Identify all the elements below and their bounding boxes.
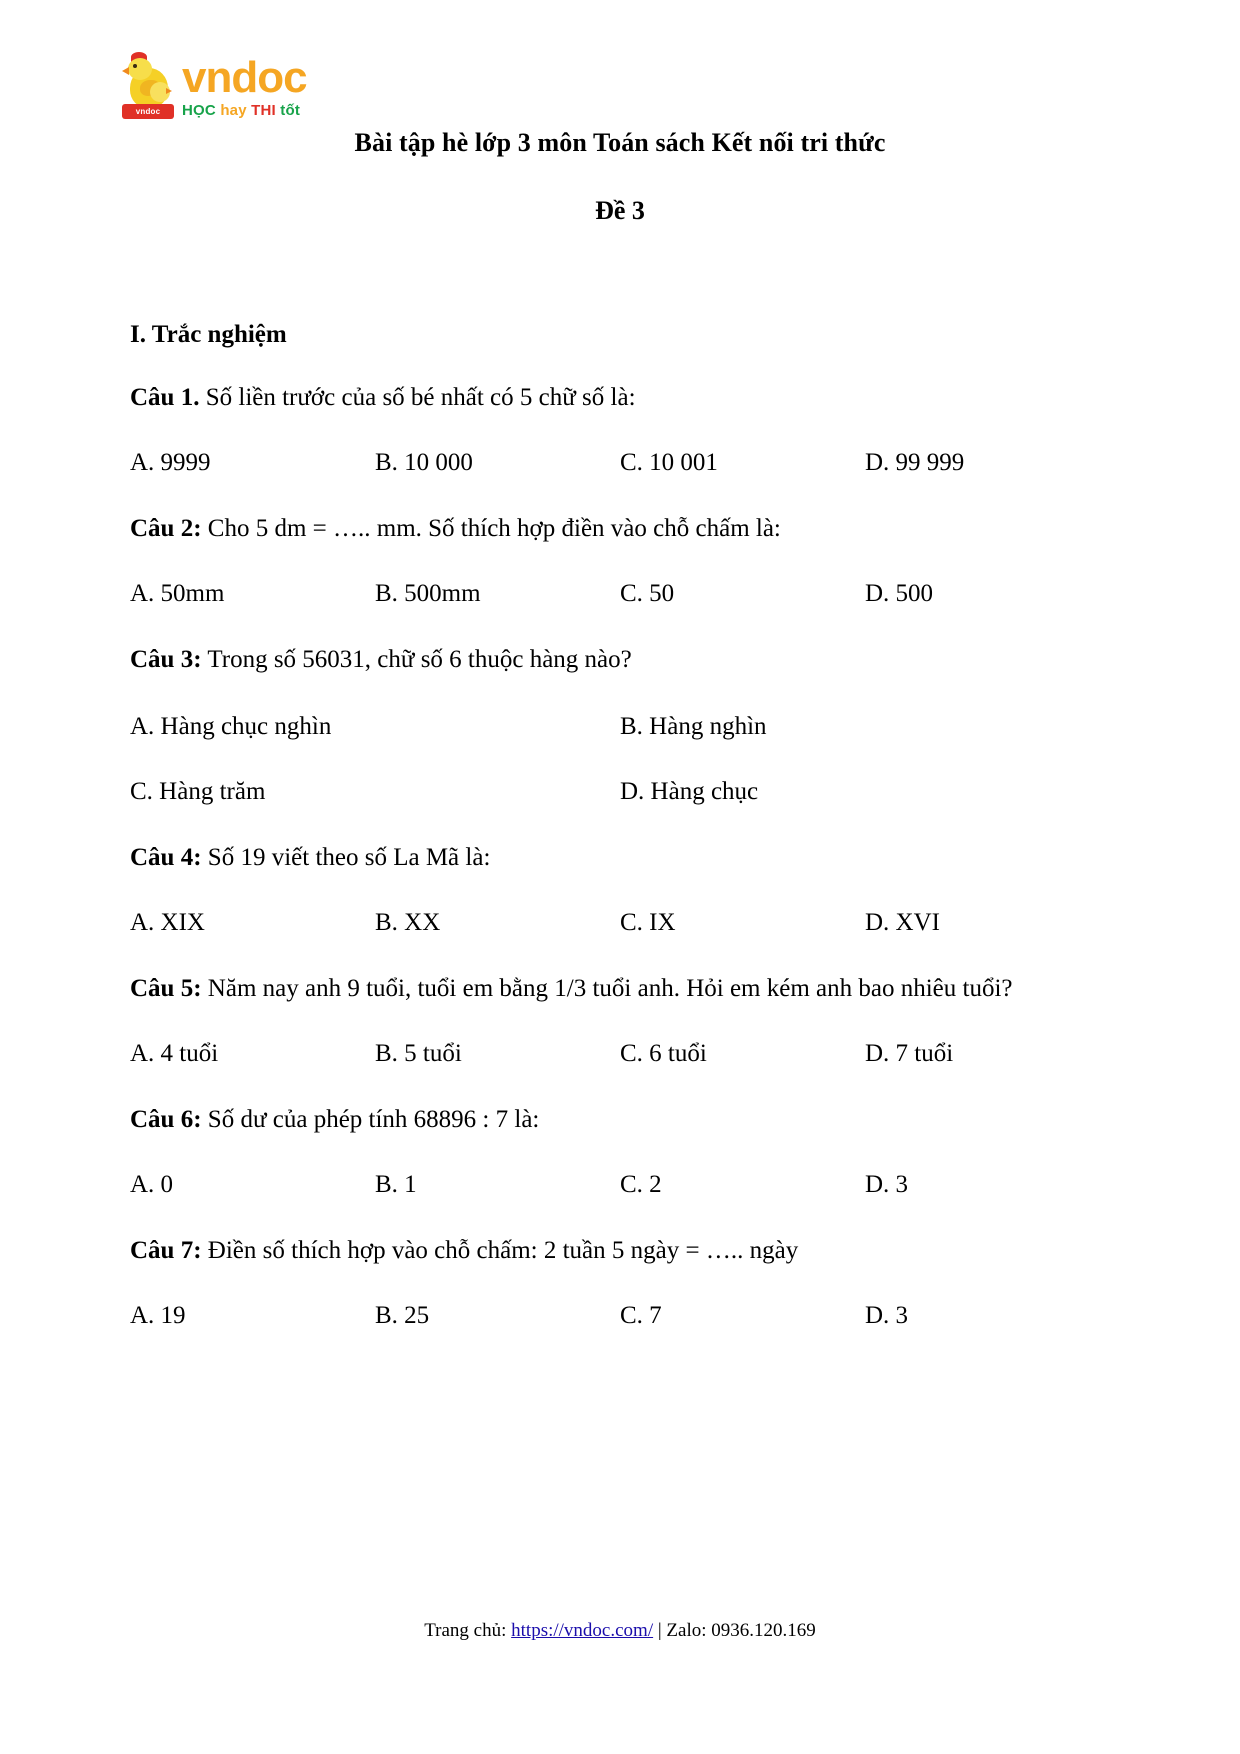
option-c[interactable]: C. 10 001	[620, 449, 718, 476]
tagline-hay: hay	[220, 102, 247, 119]
question-1-label: Câu 1.	[130, 384, 200, 411]
option-a[interactable]: A. 4 tuổi	[130, 1040, 219, 1067]
tagline-tot: tốt	[280, 102, 301, 119]
option-d[interactable]: D. 99 999	[865, 449, 965, 476]
option-a[interactable]: A. 50mm	[130, 580, 225, 607]
option-d[interactable]: D. Hàng chục	[620, 778, 759, 805]
head-shape	[128, 58, 152, 80]
logo-tagline	[182, 103, 307, 118]
option-b[interactable]: B. Hàng nghìn	[620, 713, 767, 740]
question-3-options-row-2	[130, 744, 1110, 809]
homepage-link[interactable]: https://vndoc.com/	[511, 1620, 654, 1641]
question-5-options	[130, 1008, 1110, 1071]
footer-suffix: | Zalo: 0936.120.169	[653, 1620, 816, 1641]
option-b[interactable]: B. XX	[375, 909, 441, 936]
page-subtitle: Đề 3	[595, 196, 645, 225]
option-c[interactable]: C. IX	[620, 909, 676, 936]
question-2-options	[130, 548, 1110, 611]
option-a[interactable]: A. XIX	[130, 909, 205, 936]
option-d[interactable]: D. 3	[865, 1302, 909, 1329]
question-2	[130, 480, 1110, 548]
page-title: Bài tập hè lớp 3 môn Toán sách Kết nối tri thức	[354, 128, 886, 157]
question-6-options	[130, 1139, 1110, 1202]
eye-shape	[133, 64, 137, 68]
question-3-options-row-1	[130, 679, 1110, 744]
option-b[interactable]: B. 25	[375, 1302, 430, 1329]
question-1-options	[130, 417, 1110, 480]
option-a[interactable]: A. 9999	[130, 449, 211, 476]
question-3-text: Trong số 56031, chữ số 6 thuộc hàng nào?	[201, 646, 632, 673]
beak-shape	[122, 67, 129, 75]
chick-beak-shape	[166, 88, 172, 94]
question-3	[130, 611, 1110, 679]
question-7-options	[130, 1270, 1110, 1333]
question-7-text: Điền số thích hợp vào chỗ chấm: 2 tuần 5 ngày = ….. ngày	[201, 1237, 799, 1264]
option-b[interactable]: B. 10 000	[375, 449, 473, 476]
question-2-text: Cho 5 dm = ….. mm. Số thích hợp điền vào chỗ chấm là:	[201, 515, 781, 542]
question-5-label: Câu 5:	[130, 975, 202, 1002]
question-6-text: Số dư của phép tính 68896 : 7 là:	[201, 1106, 540, 1133]
logo-ribbon	[122, 104, 174, 119]
option-c[interactable]: C. 50	[620, 580, 675, 607]
question-1-text: Số liền trước của số bé nhất có 5 chữ số là:	[199, 384, 636, 411]
option-b[interactable]: B. 1	[375, 1171, 417, 1198]
question-4	[130, 809, 1110, 877]
tagline-thi: THI	[251, 102, 276, 119]
vndoc-logo[interactable]	[120, 48, 307, 120]
option-d[interactable]: D. 3	[865, 1171, 909, 1198]
footer-prefix: Trang chủ:	[424, 1620, 512, 1641]
question-4-label: Câu 4:	[130, 844, 202, 871]
logo-wordmark: vndoc	[182, 53, 307, 102]
question-4-options	[130, 877, 1110, 940]
option-c[interactable]: C. 7	[620, 1302, 662, 1329]
logo-text-block	[182, 53, 307, 120]
option-d[interactable]: D. 7 tuổi	[865, 1040, 954, 1067]
question-5-text: Năm nay anh 9 tuổi, tuổi em bằng 1/3 tuổi anh. Hỏi em kém anh bao nhiêu tuổi?	[201, 975, 1013, 1002]
page-footer	[0, 1620, 1240, 1642]
option-b[interactable]: B. 5 tuổi	[375, 1040, 462, 1067]
option-d[interactable]: D. XVI	[865, 909, 940, 936]
question-6-label: Câu 6:	[130, 1106, 202, 1133]
option-a[interactable]: A. 0	[130, 1171, 174, 1198]
question-2-label: Câu 2:	[130, 515, 202, 542]
question-4-text: Số 19 viết theo số La Mã là:	[201, 844, 491, 871]
option-c[interactable]: C. 2	[620, 1171, 662, 1198]
section-heading-trac-nghiem: I. Trắc nghiệm	[130, 321, 287, 348]
question-1	[130, 349, 1110, 417]
option-a[interactable]: A. Hàng chục nghìn	[130, 713, 332, 740]
tagline-hoc: HỌC	[182, 102, 216, 119]
option-c[interactable]: C. 6 tuổi	[620, 1040, 707, 1067]
question-3-label: Câu 3:	[130, 646, 202, 673]
question-7-label: Câu 7:	[130, 1237, 202, 1264]
ribbon-label: vndoc	[135, 107, 161, 116]
question-5	[130, 940, 1110, 1008]
question-6	[130, 1071, 1110, 1139]
question-7	[130, 1202, 1110, 1270]
option-d[interactable]: D. 500	[865, 580, 934, 607]
option-c[interactable]: C. Hàng trăm	[130, 778, 266, 805]
rooster-mascot-icon	[120, 54, 176, 120]
option-a[interactable]: A. 19	[130, 1302, 186, 1329]
option-b[interactable]: B. 500mm	[375, 580, 481, 607]
